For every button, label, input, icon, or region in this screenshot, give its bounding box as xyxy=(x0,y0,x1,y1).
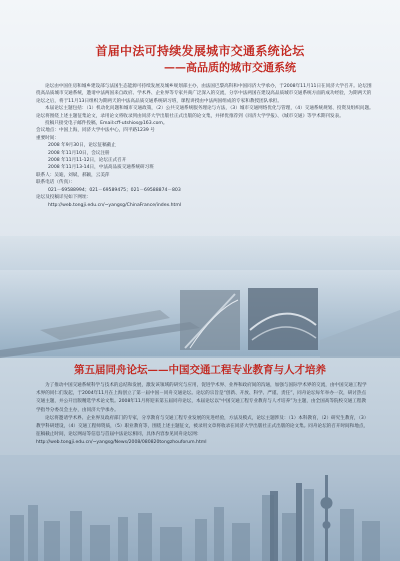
intro-paragraph: 论坛由中国住房和城乡建设部与法国生态能源可持续发展及城乡规划部主办，由法国巴黎高科和中国同济大学承办，于2008年11月11日在同济大学召开。论坛围绕高品质城市交通系统，邀请中法两国来自政府、学术界、企业界等专家共商广泛深入的交流，分享中法两国在建设高品质城市交通系统方面的成功经验，为期两天的论坛之后，将于11月13日组织为期两天的中法高品质交通系统研习班，课程讲授由中法两国组成的专家和教授团队承担。 xyxy=(36,84,372,104)
important-dates-list xyxy=(36,142,374,172)
forum-subtitle: ——高品质的城市交通系统 xyxy=(164,61,296,74)
website-heading: 论坛及投稿详见如下网址： xyxy=(36,195,92,201)
road-bridge-photo xyxy=(0,270,400,358)
submission-note: 投稿只接受电子邮件投稿，Email:cff-utshios@163.com。 xyxy=(45,121,168,127)
date-item: 2008 年11月10日，会议注册 xyxy=(48,150,110,156)
contacts: 联系人：吴迪，刘斌，郝颖，云美萍 xyxy=(36,172,110,178)
date-item: 2008 年11月11-12日，论坛正式召开 xyxy=(48,158,127,164)
date-item: 2008 年11月13-14日，中法高品质交通系统研习班 xyxy=(48,165,154,171)
forum-website-link[interactable]: http://web.tongji.edu.cn/~yangsg/ChinaFrance/index.html xyxy=(48,202,182,208)
dates-heading: 重要时间： xyxy=(36,135,59,141)
tongzhou-intro-paragraph: 为了推动中国交通系统科学与技术的总结和发展，激发该领域的研究与应用，促进学术界、业界和政府间的沟通，加强与国际学术界的交流，由中国交通工程学术界的同仁们发起，于2004年11月在上海创立了第一届中国－同舟交通论坛。论坛的宗旨是“创新、开放、科学、严谨、责任”，同舟论坛每年举办一次，研讨热点交通主题，并公开出版精选学术论文集。2008年11月将迎来第五届同舟论坛，本届论坛以“中国交通工程专业教育与人才培养”为主题，由全国高等院校交通工程教学指导分委员会主办，由同济大学承办。 xyxy=(36,383,367,413)
forum-description xyxy=(36,83,374,209)
forum-title: 首届中法可持续发展城市交通系统论坛 xyxy=(95,44,305,58)
phone-numbers: 021－69588994；021－69589475；021－69588874－803 xyxy=(48,187,181,193)
date-item: 2008 年9月30日，论坛征稿截止 xyxy=(48,143,116,149)
tongzhou-forum-title: 第五届同舟论坛——中国交通工程专业教育与人才培养 xyxy=(74,364,326,376)
topics-paragraph: 本届论坛主题包括：（1）机动化问题和城市交通政策，（2）公共交通系统服务理论与方法，（3）城市交通网络优化与管理，（4）交通系统规划、投资及组织问题。论坛将围绕上述主题征集论文，录用论文将收录到由同济大学出版社正式出版的论文集，并择优推荐到《同济大学学报》、《城市交通》等学术期刊发表。 xyxy=(36,106,374,119)
venue-address: 会议地点：中国上海，同济大学中法中心，四平路1239 号 xyxy=(36,128,155,134)
phone-heading: 联系电话（传真）： xyxy=(36,180,76,186)
city-skyline-photo xyxy=(0,455,400,561)
tongzhou-topics-paragraph: 论坛将邀请学术界、企业界及政府部门的专家，分享教育与交通工程专业发展的先进经验，方法及模式，论坛主题涉及：（1）本科教育，（2）研究生教育，（3）教学科研建设，（4）交通工程师资质，（5）职业教育等，围绕上述主题征文，被录用文章将收录在同济大学出版社正式出版的论文集。同舟论坛的召开时间和地点，征稿截止时间，论坛网站等信息与首届中法论坛相同，具体内容参见同舟论坛网： xyxy=(36,415,369,438)
tongzhou-website-link[interactable]: http://web.tongji.edu.cn/~yangsg/News/2008/080820tongzhouforum.html xyxy=(36,440,207,446)
tongzhou-forum-description xyxy=(36,382,370,448)
